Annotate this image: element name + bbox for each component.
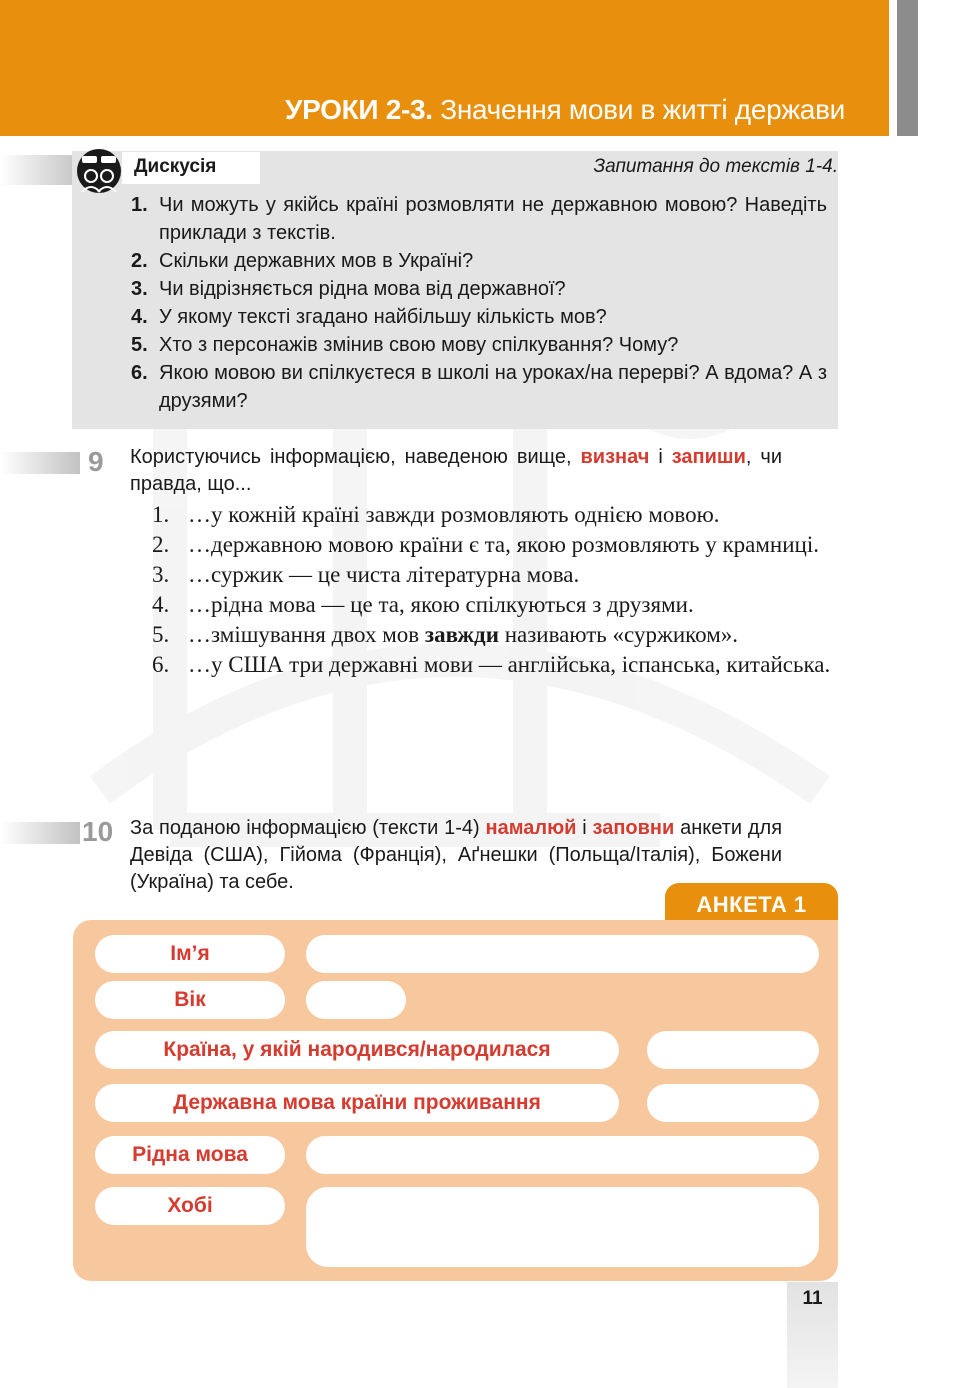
statement-text-part: …змішування двох мов (188, 622, 425, 647)
discussion-label: Дискусія (122, 152, 260, 184)
verb-highlight: намалюй (485, 817, 577, 839)
statement-number: 4. (152, 592, 170, 617)
country-born-label: Країна, у якій народився/народилася (95, 1031, 619, 1069)
list-item (131, 191, 827, 247)
exercise-9-number: 9 (88, 446, 104, 477)
exercise-9-statements (152, 500, 838, 680)
lesson-number: УРОКИ 2-3. (285, 94, 433, 125)
list-item (131, 303, 827, 331)
list-item (152, 560, 838, 590)
discussion-people-icon (76, 148, 122, 194)
statement-text: …рідна мова — це та, якою спілкуються з друзями. (188, 592, 694, 617)
statement-number: 6. (152, 652, 170, 677)
list-item (131, 275, 827, 303)
verb-highlight: запиши (671, 446, 746, 468)
question-number: 5. (131, 334, 148, 356)
country-born-field[interactable] (647, 1031, 819, 1069)
statement-bold-word: завжди (424, 622, 499, 647)
page-number: 11 (802, 1288, 823, 1309)
name-field[interactable] (306, 935, 819, 973)
question-number: 3. (131, 278, 148, 300)
list-item (152, 620, 838, 650)
verb-highlight: заповни (592, 817, 675, 839)
native-language-label: Рідна мова (95, 1136, 285, 1174)
statement-text: …суржик — це чиста літературна мова. (188, 562, 580, 587)
statement-text: …у кожній країні завжди розмовляють однією мовою. (188, 502, 720, 527)
question-text: Хто з персонажів змінив свою мову спілкування? Чому? (159, 334, 679, 356)
instruction-text: За поданою інформацією (тексти 1-4) (130, 817, 486, 839)
question-number: 6. (131, 362, 148, 384)
exercise-9-strip (0, 452, 80, 474)
header-side-bar (897, 0, 918, 136)
instruction-text: і (649, 446, 672, 468)
state-language-label: Державна мова країни проживання (95, 1084, 619, 1122)
statement-text: …у США три державні мови — англійська, іспанська, китайська. (188, 652, 831, 677)
discussion-prompt: Запитання до текстів 1-4. (593, 156, 838, 177)
question-number: 1. (131, 194, 148, 216)
form-tab: АНКЕТА 1 (665, 883, 838, 925)
statement-number: 2. (152, 532, 170, 557)
statement-number: 1. (152, 502, 170, 527)
state-language-field[interactable] (647, 1084, 819, 1122)
instruction-text: анкети для Девіда (США), Гійома (Франція), Аґнешки (Польща/Італія), Божени (Україна) та себе. (130, 817, 783, 893)
age-field[interactable] (306, 981, 406, 1019)
question-text: Чи можуть у якійсь країні розмовляти не державною мовою? Наведіть приклади з текстів. (159, 194, 827, 244)
statement-text-part: називають «суржиком». (498, 622, 739, 647)
discussion-strip (0, 155, 72, 185)
exercise-10-strip (0, 822, 80, 844)
statement-number: 3. (152, 562, 170, 587)
age-label: Вік (95, 981, 285, 1019)
list-item (152, 530, 838, 560)
name-label: Ім’я (95, 935, 285, 973)
instruction-text: і (576, 817, 593, 839)
hobby-label: Хобі (95, 1187, 285, 1225)
exercise-9-instruction (130, 444, 782, 498)
discussion-questions (131, 191, 827, 415)
question-text: Чи відрізняється рідна мова від державної? (159, 278, 566, 300)
statement-number: 5. (152, 622, 170, 647)
statement-text: …державною мовою країни є та, якою розмовляють у крамниці. (188, 532, 819, 557)
exercise-10-number: 10 (82, 816, 114, 847)
question-number: 4. (131, 306, 148, 328)
instruction-text: Користуючись інформацією, наведеною вище, (130, 446, 581, 468)
question-text: Якою мовою ви спілкуєтеся в школі на уроках/на перерві? А вдома? А з друзями? (159, 362, 827, 412)
instruction-text: , чи правда, що... (130, 446, 782, 495)
question-text: У якому тексті згадано найбільшу кількість мов? (159, 306, 607, 328)
page-title (285, 94, 845, 126)
lesson-title: Значення мови в житті держави (440, 94, 845, 125)
list-item (131, 331, 827, 359)
statement-text (188, 620, 838, 650)
list-item (152, 650, 838, 680)
list-item (131, 359, 827, 415)
native-language-field[interactable] (306, 1136, 819, 1174)
list-item (152, 500, 838, 530)
question-number: 2. (131, 250, 148, 272)
list-item (152, 590, 838, 620)
question-text: Скільки державних мов в Україні? (159, 250, 474, 272)
hobby-field[interactable] (306, 1187, 819, 1267)
list-item (131, 247, 827, 275)
verb-highlight: визнач (580, 446, 650, 468)
